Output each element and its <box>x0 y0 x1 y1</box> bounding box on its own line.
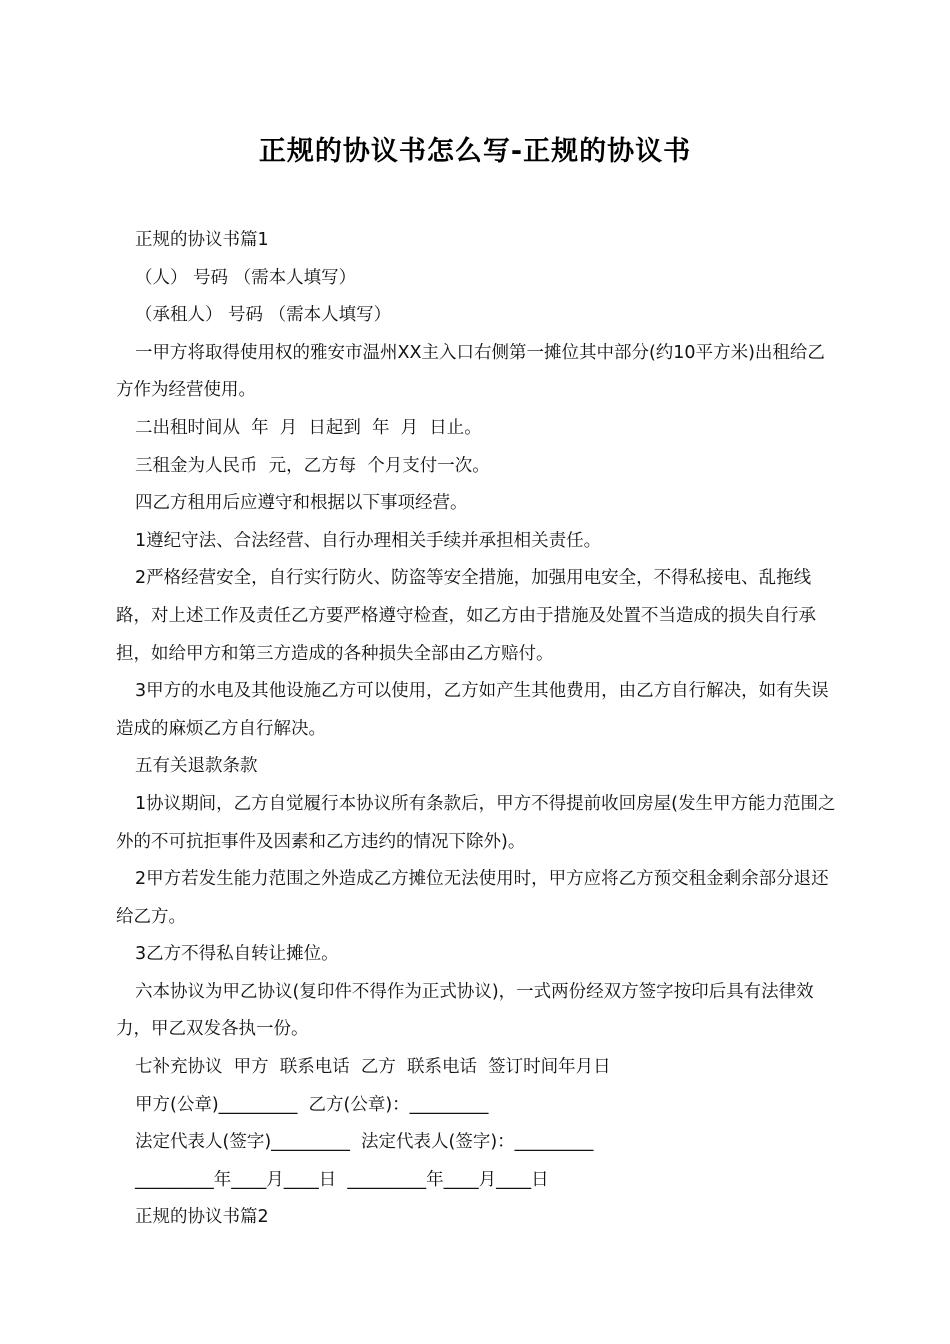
clause-6: 六本协议为甲乙协议(复印件不得作为正式协议)，一式两份经双方签字按印后具有法律效力，甲乙双发各执一份。 <box>116 981 814 1040</box>
clause-7: 七补充协议 甲方 联系电话 乙方 联系电话 签订时间年月日 <box>135 1057 611 1078</box>
section-heading-1: 正规的协议书篇1 <box>135 230 269 250</box>
tenant-line: （承租人） 号码 （需本人填写） <box>135 305 392 326</box>
document-title: 正规的协议书怎么写-正规的协议书 <box>258 136 692 167</box>
party-line: （人） 号码 （需本人填写） <box>135 267 357 288</box>
clause-5-item-2: 2甲方若发生能力范围之外造成乙方摊位无法使用时，甲方应将乙方预交租金剩余部分退还给乙方。 <box>116 869 829 927</box>
date-line: _________年____月____日 _________年____月____日 <box>135 1169 549 1190</box>
document-body <box>116 222 838 1237</box>
clause-4: 四乙方租用后应遵守和根据以下事项经营。 <box>135 493 468 514</box>
signature-line: 法定代表人(签字)_________ 法定代表人(签字)：_________ <box>135 1132 594 1153</box>
clause-1: 一甲方将取得使用权的雅安市温州XX主入口右侧第一摊位其中部分(约10平方米)出租给乙方作为经营使用。 <box>116 342 825 401</box>
clause-4-item-3: 3甲方的水电及其他设施乙方可以使用，乙方如产生其他费用，由乙方自行解决，如有失误造成的麻烦乙方自行解决。 <box>116 681 829 739</box>
clause-2: 二出租时间从 年 月 日起到 年 月 日止。 <box>135 417 482 438</box>
clause-5: 五有关退款条款 <box>135 756 258 777</box>
clause-4-item-2: 2严格经营安全，自行实行防火、防盗等安全措施，加强用电安全，不得私接电、乱拖线路，对上述工作及责任乙方要严格遵守检查，如乙方由于措施及处置不当造成的损失自行承担，如给甲方和第三方造成的各种损失全部由乙方赔付。 <box>116 568 816 664</box>
clause-3: 三租金为人民币 元，乙方每 个月支付一次。 <box>135 455 490 476</box>
clause-5-item-3: 3乙方不得私自转让摊位。 <box>135 944 339 965</box>
clause-5-item-1: 1协议期间，乙方自觉履行本协议所有条款后，甲方不得提前收回房屋(发生甲方能力范围之外的不可抗拒事件及因素和乙方违约的情况下除外)。 <box>116 793 836 852</box>
clause-4-item-1: 1遵纪守法、合法经营、自行办理相关手续并承担相关责任。 <box>135 530 602 551</box>
seal-line: 甲方(公章)_________ 乙方(公章)：_________ <box>135 1094 489 1115</box>
section-heading-2: 正规的协议书篇2 <box>135 1207 269 1228</box>
